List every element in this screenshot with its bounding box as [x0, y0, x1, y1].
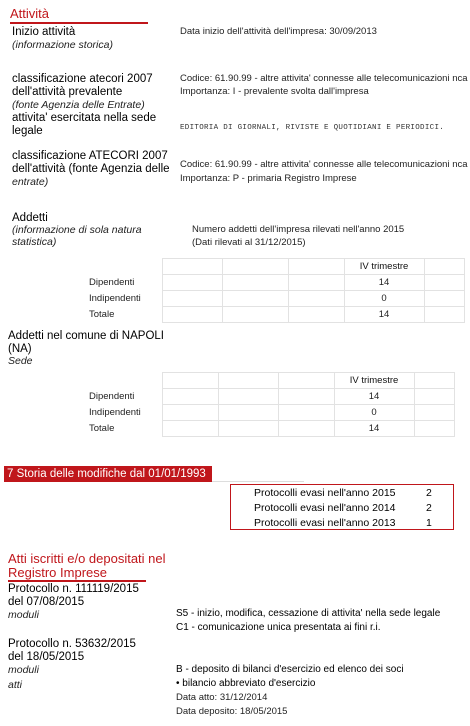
protocolli-label: Protocolli evasi nell'anno 2014 — [254, 502, 396, 514]
row-value: 0 — [344, 291, 424, 307]
atecori-code: Codice: 61.90.99 - altre attivita' connesse alle telecomunicazioni nca — [180, 73, 468, 84]
protocolli-count: 2 — [426, 487, 432, 499]
p2-line-3: Data atto: 31/12/2014 — [176, 692, 268, 703]
comune-label-1: Addetti nel comune di NAPOLI — [8, 330, 164, 342]
section-title-attivita: Attività — [10, 6, 50, 21]
table-row — [86, 389, 454, 405]
addetti-table — [86, 258, 465, 323]
row-value: 14 — [344, 275, 424, 291]
table-row — [86, 405, 454, 421]
addetti-note-2: (Dati rilevati al 31/12/2015) — [192, 237, 306, 248]
imprese-label-1: classificazione ATECORI 2007 — [12, 150, 168, 162]
atecori-label-2: dell'attività prevalente — [12, 86, 123, 98]
atti-underline — [8, 580, 146, 582]
row-label: Totale — [89, 423, 115, 434]
row-label: Indipendenti — [89, 407, 141, 418]
imprese-code: Codice: 61.90.99 - altre attivita' connesse alle telecomunicazioni nca — [180, 159, 468, 170]
sede-value: EDITORIA DI GIORNALI, RIVISTE E QUOTIDIANI E PERIODICI. — [180, 124, 445, 132]
row-value: 14 — [334, 389, 414, 405]
sede-label-1: attivita' esercitata nella sede — [12, 112, 157, 124]
p2-sub-moduli: moduli — [8, 664, 39, 676]
protocolli-label: Protocolli evasi nell'anno 2015 — [254, 487, 396, 499]
row-label: Totale — [89, 309, 115, 320]
p2-title-1: Protocollo n. 53632/2015 — [8, 638, 136, 650]
comune-sub: Sede — [8, 355, 33, 367]
p1-line-1: S5 - inizio, modifica, cessazione di attivita' nella sede legale — [176, 608, 441, 619]
protocolli-count: 1 — [426, 517, 432, 529]
banner-divider — [212, 466, 304, 482]
table-header-row — [86, 259, 464, 275]
storia-banner: 7 Storia delle modifiche dal 01/01/1993 — [4, 466, 212, 482]
atecori-label-1: classificazione atecori 2007 — [12, 73, 153, 85]
row-label: Indipendenti — [89, 293, 141, 304]
table-header-row — [86, 373, 454, 389]
row-label: Dipendenti — [89, 277, 135, 288]
table-header: IV trimestre — [334, 373, 414, 389]
inizio-value: Data inizio dell'attività dell'impresa: 30/09/2013 — [180, 26, 377, 37]
atti-title-1: Atti iscritti e/o depositati nel — [8, 551, 166, 566]
p1-title-1: Protocollo n. 111119/2015 — [8, 583, 139, 595]
addetti-sub-1: (informazione di sola natura — [12, 224, 142, 236]
p2-line-2: • bilancio abbreviato d'esercizio — [176, 678, 316, 689]
atecori-importanza: Importanza: I - prevalente svolta dall'impresa — [180, 86, 369, 97]
table-row — [86, 307, 464, 323]
row-value: 14 — [334, 421, 414, 437]
addetti-note-1: Numero addetti dell'impresa rilevati nell'anno 2015 — [192, 224, 405, 235]
table-row — [86, 275, 464, 291]
atecori-sub: (fonte Agenzia delle Entrate) — [12, 99, 145, 111]
inizio-label: Inizio attività — [12, 26, 76, 38]
inizio-sub: (informazione storica) — [12, 39, 113, 51]
p2-sub-atti: atti — [8, 679, 23, 691]
addetti-label: Addetti — [12, 212, 48, 224]
p2-line-4: Data deposito: 18/05/2015 — [176, 706, 288, 717]
p1-line-2: C1 - comunicazione unica presentata ai fini r.i. — [176, 622, 381, 633]
imprese-label-3: entrate) — [12, 176, 49, 188]
addetti-sub-2: statistica) — [12, 236, 57, 248]
atti-title-2: Registro Imprese — [8, 565, 107, 580]
imprese-label-2: dell'attività (fonte Agenzia delle — [12, 163, 170, 175]
row-value: 0 — [334, 405, 414, 421]
table-row — [86, 291, 464, 307]
table-row — [86, 421, 454, 437]
p1-sub: moduli — [8, 609, 39, 621]
row-label: Dipendenti — [89, 391, 135, 402]
p1-title-2: del 07/08/2015 — [8, 596, 85, 608]
p2-title-2: del 18/05/2015 — [8, 651, 85, 663]
comune-label-2: (NA) — [8, 343, 32, 355]
comune-table — [86, 372, 455, 437]
protocolli-count: 2 — [426, 502, 432, 514]
protocolli-label: Protocolli evasi nell'anno 2013 — [254, 517, 396, 529]
section-underline — [10, 22, 148, 24]
p2-line-1: B - deposito di bilanci d'esercizio ed elenco dei soci — [176, 664, 404, 675]
row-value: 14 — [344, 307, 424, 323]
table-header: IV trimestre — [344, 259, 424, 275]
imprese-importanza: Importanza: P - primaria Registro Imprese — [180, 173, 357, 184]
sede-label-2: legale — [12, 125, 43, 137]
